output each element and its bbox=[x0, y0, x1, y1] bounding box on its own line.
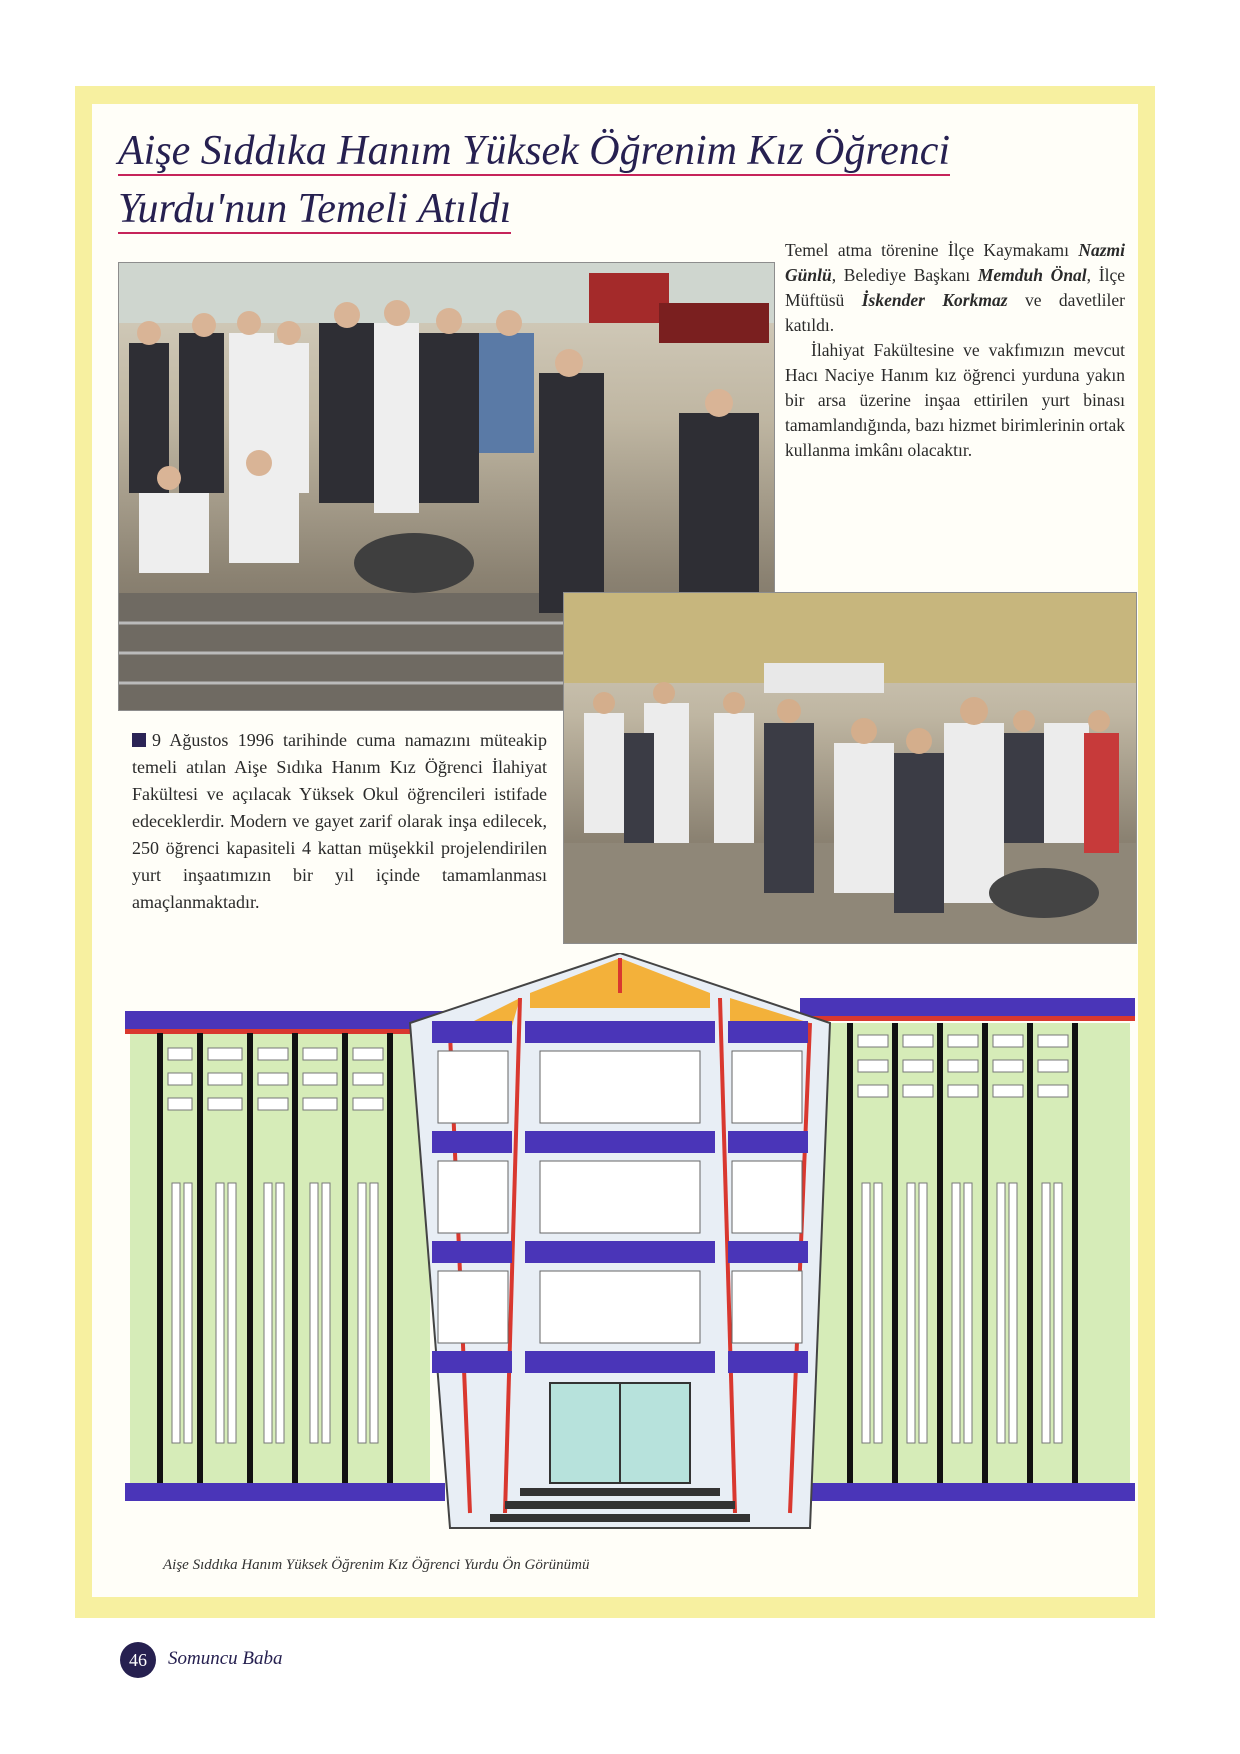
right-column-text bbox=[785, 238, 1125, 463]
article-title bbox=[118, 122, 1058, 238]
title-line-1: Aişe Sıddıka Hanım Yüksek Öğrenim Kız Öğrenci bbox=[118, 128, 951, 174]
drawing-caption: Aişe Sıddıka Hanım Yüksek Öğrenim Kız Öğrenci Yurdu Ön Görünümü bbox=[163, 1557, 590, 1573]
mufti-name: İskender Korkmaz bbox=[861, 290, 1008, 310]
crowd-photo-art bbox=[564, 593, 1136, 943]
left-paragraph-1: 9 Ağustos 1996 tarihinde cuma namazını müteakip temeli atılan Aişe Sıdıka Hanım Kız Öğrenci İlahiyat Fakültesi ve açılacak Yüksek Okul öğrencileri istifade edeceklerdir. Modern ve gayet zarif olarak inşa edilecek, 250 öğrenci kapasiteli 4 kattan müşekkil projelendirilen yurt inşaatımızın bir yıl içinde tamamlanması amaçlanmaktadır. bbox=[132, 730, 547, 912]
governor-name: Nazmi Günlü bbox=[785, 240, 1125, 285]
page-number: 46 bbox=[120, 1642, 156, 1678]
square-bullet-icon bbox=[132, 733, 146, 747]
mayor-name: Memduh Önal bbox=[977, 265, 1087, 285]
right-paragraph-1: Temel atma törenine İlçe Kaymakamı Nazmi Günlü, Belediye Başkanı Memduh Önal, İlçe Müftüsü İskender Korkmaz ve davetliler katıldı. bbox=[785, 240, 1126, 335]
title-line-2: Yurdu'nun Temeli Atıldı bbox=[118, 186, 512, 232]
left-column-text bbox=[132, 727, 547, 916]
building-front-drawing bbox=[120, 953, 1140, 1548]
crowd-photo bbox=[563, 592, 1137, 944]
right-paragraph-2: İlahiyat Fakültesine ve vakfımızın mevcut Hacı Naciye Hanım kız öğrenci yurduna yakın bir arsa üzerine inşaa ettirilen yurt binası tamamlandığında, bazı hizmet birimlerinin ortak kullanma imkânı olacaktır. bbox=[785, 340, 1125, 460]
magazine-name: Somuncu Baba bbox=[168, 1648, 283, 1669]
